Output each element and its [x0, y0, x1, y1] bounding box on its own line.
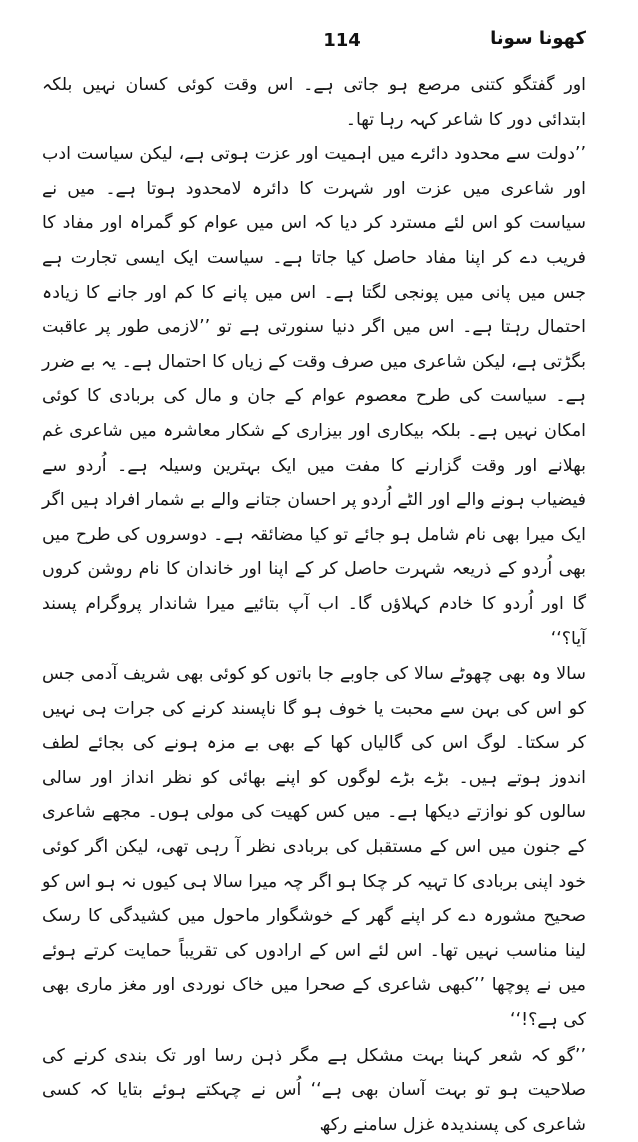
page-number: 114: [323, 30, 361, 51]
body-text: [42, 68, 586, 1142]
paragraph-3: سالا وہ بھی چھوٹے سالا کی جاوبے جا باتوں کو کوئی بھی شریف آدمی جس کو اس کی بہن سے محبت یا خوف ہو گا ناپسند کرنے کی جرات ہی نہیں کر سکتا۔ لوگ اس کی گالیاں کھا کے بھی بے مزہ ہونے کی بجائے لطف اندوز ہوتے ہیں۔ بڑے بڑے لوگوں کو اپنے بھائی کو نظر انداز اور سالی سالوں کو نوازتے دیکھا ہے۔ میں کس کھیت کی مولی ہوں۔ مجھے شاعری کے جنون میں اس کے مستقبل کی بربادی نظر آ رہی تھی، لیکن اگر کوئی خود اپنی بربادی کا تہیہ کر چکا ہو اگر چہ میرا سالا ہی کیوں نہ ہو اس کو صحیح مشورہ دے کر اپنے گھر کے خوشگوار ماحول میں کشیدگی کا رسک لینا مناسب نہیں تھا۔ اس لئے اس کے ارادوں کی تقریباً حمایت کرتے ہوئے میں نے پوچھا ’’کبھی شاعری کے صحرا میں خاک نوردی اور مغز ماری بھی کی ہے؟!‘‘: [42, 664, 586, 1031]
paragraph-4: ’’گو کہ شعر کہنا بہت مشکل ہے مگر ذہن رسا اور تک بندی کرنے کی صلاحیت ہو تو بہت آسان بھی ہے‘‘ اُس نے چہکتے ہوئے بتایا کہ کسی شاعری کی پسندیدہ غزل سامنے رکھ: [42, 1045, 586, 1135]
running-title: کھونا سونا: [490, 28, 586, 49]
paragraph-2: ’’دولت سے محدود دائرے میں اہمیت اور عزت ہوتی ہے، لیکن سیاست ادب اور شاعری میں عزت اور شہرت کا دائرہ لامحدود ہوتا ہے۔ میں نے سیاست کو اس لئے مسترد کر دیا کہ اس میں عوام کو گمراہ اور مفاد کا فریب دے کر اپنا مفاد حاصل کیا جاتا ہے۔ سیاست ایک ایسی تجارت ہے جس میں پانی میں پونجی لگتا ہے۔ اس میں پانے کا کم اور جانے کا زیادہ احتمال رہتا ہے۔ اس میں اگر دنیا سنورتی ہے تو ’’لازمی طور پر عاقبت بگڑتی ہے، لیکن شاعری میں صرف وقت کے زیاں کا احتمال ہے۔ یہ بے ضرر ہے۔ سیاست کی طرح معصوم عوام کے جان و مال کی بربادی کا کوئی امکان نہیں ہے۔ بلکہ بیکاری اور بیزاری کے شکار معاشرہ میں شاعری غم بھلانے اور وقت گزارنے کا مفت میں ایک بہترین وسیلہ ہے۔ اُردو سے فیضیاب ہونے والے اور الٹے اُردو پر احسان جتانے والے بے شمار افراد ہیں اگر ایک میرا بھی نام شامل ہو جائے تو کیا مضائقہ ہے۔ دوسروں کی طرح میں بھی اُردو کے ذریعہ شہرت حاصل کر کے اپنا اور خاندان کا نام روشن کروں گا اور اُردو کا خادم کہلاؤں گا۔ اب آپ بتائیے میرا شاندار پروگرام پسند آیا؟‘‘: [42, 144, 586, 649]
page-header: [42, 28, 586, 68]
paragraph-1: اور گفتگو کتنی مرصع ہو جاتی ہے۔ اس وقت کوئی کسان نہیں بلکہ ابتدائی دور کا شاعر کہہ رہا تھا۔: [42, 75, 586, 130]
